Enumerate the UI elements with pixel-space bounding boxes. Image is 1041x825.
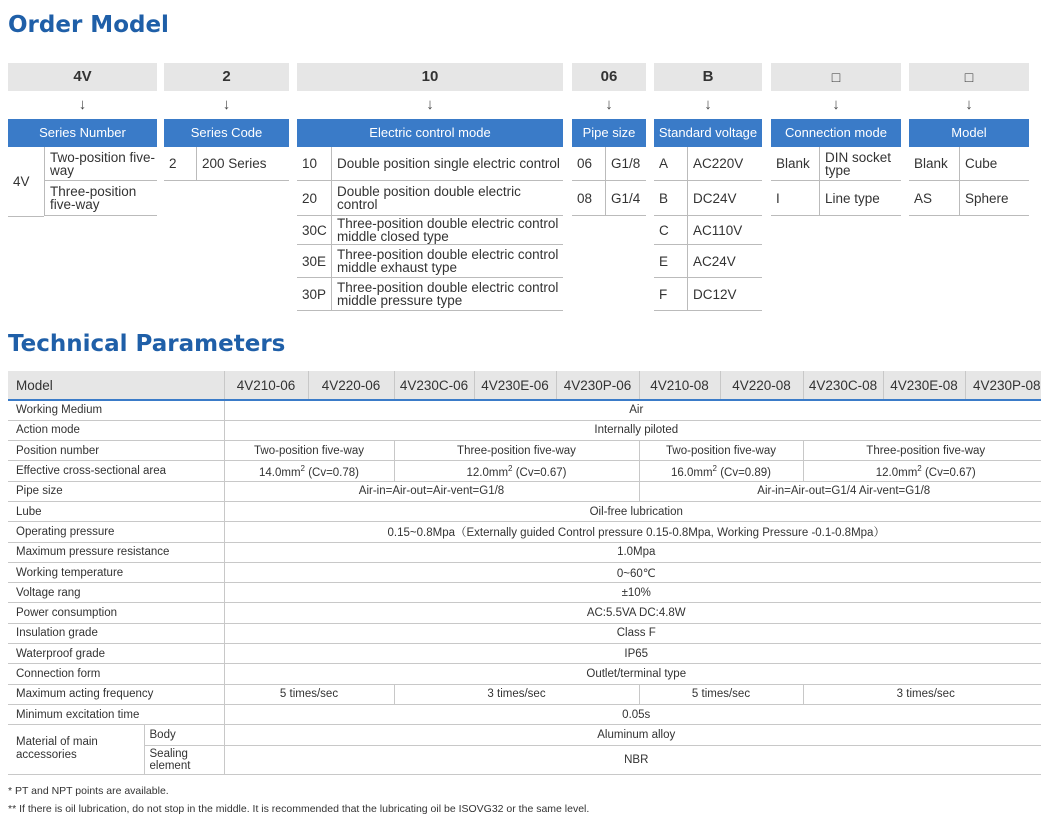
model-header: 4V220-08	[720, 371, 803, 400]
order-cell-desc: Cube	[959, 147, 1029, 180]
order-cell-code: E	[659, 253, 669, 269]
technical-parameters-title: Technical Parameters	[8, 331, 286, 357]
model-header: 4V230C-06	[394, 371, 474, 400]
order-cell-desc: Line type	[819, 181, 901, 215]
order-cell-code: 20	[302, 190, 318, 206]
order-cell-desc: DC12V	[687, 278, 762, 310]
param-value: 0.05s	[224, 704, 1041, 724]
table-row	[8, 420, 1041, 440]
param-label: Working temperature	[8, 562, 224, 582]
order-row	[909, 181, 1029, 216]
area-value: 16.0mm	[670, 466, 713, 479]
param-value: 5 times/sec	[639, 684, 803, 704]
param-value: Aluminum alloy	[224, 725, 1041, 745]
param-value: Two-position five-way	[224, 441, 394, 461]
table-row	[8, 745, 1041, 774]
order-cell-desc: Double position single electric control	[331, 147, 563, 180]
param-label: Material of main accessories	[8, 725, 144, 774]
param-label: Power consumption	[8, 603, 224, 623]
order-row	[297, 216, 563, 245]
order-code: 2	[164, 63, 289, 91]
param-value: NBR	[224, 745, 1041, 774]
cv-value: (Cv=0.89)	[720, 466, 771, 479]
table-row	[8, 562, 1041, 582]
param-label: Action mode	[8, 420, 224, 440]
order-row	[654, 216, 762, 245]
model-header: 4V230P-08	[965, 371, 1041, 400]
param-value: Oil-free lubrication	[224, 501, 1041, 521]
order-header: Series Number	[8, 119, 157, 147]
table-row	[8, 603, 1041, 623]
order-header: Pipe size	[572, 119, 646, 147]
order-cell-desc: Three-position five-way	[44, 181, 157, 216]
param-label: Insulation grade	[8, 623, 224, 643]
order-cell-desc: AC24V	[687, 245, 762, 277]
param-label: Position number	[8, 441, 224, 461]
order-row	[771, 147, 901, 181]
order-row	[654, 245, 762, 278]
area-value: 12.0mm	[466, 466, 509, 479]
param-sublabel: Body	[144, 725, 224, 745]
order-row	[297, 245, 563, 278]
param-label: Operating pressure	[8, 522, 224, 542]
order-col-standard-voltage	[654, 63, 762, 311]
footnote: ** If there is oil lubrication, do not stop in the middle. It is recommended that the lubricating oil be ISOVG32 or the same level.	[8, 803, 590, 815]
param-label: Connection form	[8, 664, 224, 684]
order-col-series-number	[8, 63, 157, 217]
param-value: Outlet/terminal type	[224, 664, 1041, 684]
table-row	[8, 725, 1041, 745]
order-row	[297, 278, 563, 311]
area-value: 14.0mm	[258, 466, 301, 479]
param-value	[639, 461, 803, 481]
model-header: 4V220-06	[308, 371, 394, 400]
order-header: Series Code	[164, 119, 289, 147]
param-value: Internally piloted	[224, 420, 1041, 440]
order-row	[654, 147, 762, 181]
table-row	[8, 644, 1041, 664]
order-cell-code: F	[659, 286, 668, 302]
order-code: 4V	[8, 63, 157, 91]
order-cell-desc: Three-position double electric control middle pressure type	[331, 278, 563, 310]
order-cell-code: 30P	[302, 286, 327, 302]
order-row	[771, 181, 901, 216]
order-code: B	[654, 63, 762, 91]
table-header-row	[8, 371, 1041, 400]
order-row	[572, 181, 646, 216]
table-row	[8, 400, 1041, 420]
order-cell-code: I	[776, 190, 780, 206]
order-cell-desc: 200 Series	[196, 147, 289, 180]
down-arrow-icon: ↓	[222, 96, 231, 113]
order-cell-desc: Two-position five-way	[44, 147, 157, 181]
order-row	[909, 147, 1029, 181]
order-model-title: Order Model	[8, 12, 169, 38]
order-cell-desc: G1/8	[605, 147, 646, 180]
down-arrow-icon: ↓	[704, 96, 712, 113]
param-value: IP65	[224, 644, 1041, 664]
param-value: AC:5.5VA DC:4.8W	[224, 603, 1041, 623]
order-cell-code: A	[659, 156, 669, 171]
param-label: Minimum excitation time	[8, 704, 224, 724]
order-col-electric-control-mode	[297, 63, 563, 311]
table-row	[8, 441, 1041, 461]
table-row	[8, 623, 1041, 643]
order-header: Connection mode	[771, 119, 901, 147]
order-header: Electric control mode	[297, 119, 563, 147]
param-value: Air-in=Air-out=Air-vent=G1/8	[224, 481, 639, 501]
model-header: 4V230C-08	[803, 371, 883, 400]
table-row	[8, 481, 1041, 501]
table-row	[8, 542, 1041, 562]
order-code: 10	[297, 63, 563, 91]
order-cell-desc: DIN socket type	[819, 147, 901, 180]
down-arrow-icon: ↓	[965, 96, 973, 113]
order-header: Standard voltage	[654, 119, 762, 147]
param-label: Maximum acting frequency	[8, 684, 224, 704]
param-value: 0.15~0.8Mpa（Externally guided Control pressure 0.15-0.8Mpa, Working Pressure -0.1-0.8Mpa）	[224, 522, 1041, 542]
down-arrow-icon: ↓	[426, 96, 434, 113]
param-value: 3 times/sec	[394, 684, 639, 704]
order-cell-desc: DC24V	[687, 181, 762, 215]
model-header: 4V230E-06	[474, 371, 556, 400]
superscript: 2	[712, 463, 717, 473]
order-col-model	[909, 63, 1029, 216]
order-cell-code: 30C	[302, 222, 327, 238]
area-value: 12.0mm	[875, 466, 918, 479]
order-cell-desc: Sphere	[959, 181, 1029, 215]
param-value: Air-in=Air-out=G1/4 Air-vent=G1/8	[639, 481, 1041, 501]
param-value: ±10%	[224, 583, 1041, 603]
order-col-pipe-size	[572, 63, 646, 216]
order-row	[297, 147, 563, 181]
table-row	[8, 684, 1041, 704]
order-cell-code: 2	[169, 156, 177, 171]
superscript: 2	[508, 463, 513, 473]
technical-parameters-table	[8, 371, 1041, 775]
order-row	[297, 181, 563, 216]
param-label: Lube	[8, 501, 224, 521]
param-value: 1.0Mpa	[224, 542, 1041, 562]
order-row	[654, 278, 762, 311]
order-cell-desc: Double position double electric control	[331, 181, 563, 215]
order-row	[164, 147, 289, 181]
param-label: Voltage rang	[8, 583, 224, 603]
footnote: * PT and NPT points are available.	[8, 785, 169, 797]
order-cell-desc: Three-position double electric control middle exhaust type	[331, 245, 563, 277]
param-value	[394, 461, 639, 481]
order-row	[572, 147, 646, 181]
model-header: 4V230P-06	[556, 371, 639, 400]
param-value	[224, 461, 394, 481]
param-value: 5 times/sec	[224, 684, 394, 704]
order-cell-code: 06	[577, 156, 593, 171]
param-label: Waterproof grade	[8, 644, 224, 664]
superscript: 2	[300, 463, 305, 473]
order-cell-code: 4V	[13, 174, 30, 189]
order-cell-code: AS	[914, 190, 933, 206]
param-value: Air	[224, 400, 1041, 420]
cv-value: (Cv=0.78)	[308, 466, 359, 479]
table-row	[8, 583, 1041, 603]
model-header: 4V230E-08	[883, 371, 965, 400]
table-row	[8, 501, 1041, 521]
table-row	[8, 461, 1041, 481]
param-value: Three-position five-way	[803, 441, 1041, 461]
order-cell-desc: AC220V	[687, 147, 762, 180]
table-row	[8, 704, 1041, 724]
order-code: 06	[572, 63, 646, 91]
placeholder-box-icon: □	[771, 63, 901, 91]
param-value: 3 times/sec	[803, 684, 1041, 704]
down-arrow-icon: ↓	[605, 96, 613, 113]
order-col-connection-mode	[771, 63, 901, 216]
param-value	[803, 461, 1041, 481]
down-arrow-icon: ↓	[832, 96, 840, 113]
param-sublabel: Sealing element	[144, 745, 224, 774]
param-value: Three-position five-way	[394, 441, 639, 461]
param-label: Maximum pressure resistance	[8, 542, 224, 562]
order-row	[654, 181, 762, 216]
cv-value: (Cv=0.67)	[515, 466, 567, 479]
order-cell-code: Blank	[776, 156, 810, 171]
param-value: 0~60℃	[224, 562, 1041, 582]
order-col-series-code	[164, 63, 289, 181]
superscript: 2	[917, 463, 922, 473]
order-cell-code: 10	[302, 156, 318, 171]
model-header-label: Model	[8, 371, 224, 400]
table-row	[8, 522, 1041, 542]
order-cell-code: C	[659, 222, 669, 238]
order-cell-code: B	[659, 190, 669, 206]
model-header: 4V210-06	[224, 371, 308, 400]
model-header: 4V210-08	[639, 371, 720, 400]
param-label: Effective cross-sectional area	[8, 461, 224, 481]
order-cell-code: Blank	[914, 156, 948, 171]
down-arrow-icon: ↓	[78, 96, 87, 113]
order-cell-desc: G1/4	[605, 181, 646, 215]
param-label: Pipe size	[8, 481, 224, 501]
placeholder-box-icon: □	[909, 63, 1029, 91]
order-cell-code: 30E	[302, 253, 327, 269]
cv-value: (Cv=0.67)	[924, 466, 976, 479]
param-label: Working Medium	[8, 400, 224, 420]
order-header: Model	[909, 119, 1029, 147]
param-value: Class F	[224, 623, 1041, 643]
order-cell-desc: Three-position double electric control middle closed type	[331, 216, 563, 244]
table-row	[8, 664, 1041, 684]
order-cell-desc: AC110V	[687, 216, 762, 244]
param-value: Two-position five-way	[639, 441, 803, 461]
order-cell-code: 08	[577, 190, 593, 206]
